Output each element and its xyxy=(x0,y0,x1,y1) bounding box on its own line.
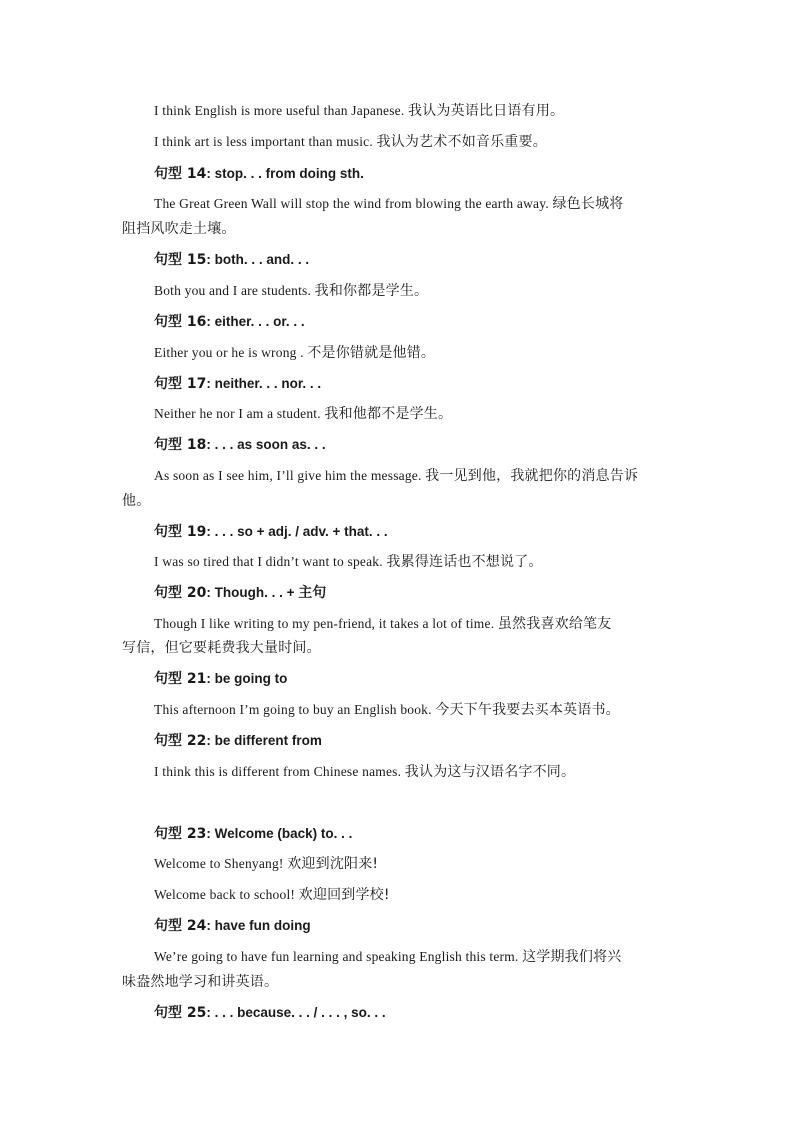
example-sentence: I was so tired that I didn’t want to speak. 我累得连话也不想说了。 xyxy=(154,554,543,570)
example-sentence: Neither he nor I am a student. 我和他都不是学生。 xyxy=(154,406,453,422)
example-sentence: Both you and I are students. 我和你都是学生。 xyxy=(154,283,429,299)
pattern-heading-22: 句型 22: be different from xyxy=(154,733,322,749)
example-sentence: Either you or he is wrong . 不是你错就是他错。 xyxy=(154,345,436,361)
example-sentence: As soon as I see him, I’ll give him the message. 我一见到他，我就把你的消息告诉 xyxy=(154,468,639,484)
example-sentence: I think this is different from Chinese names. 我认为这与汉语名字不同。 xyxy=(154,764,576,780)
pattern-heading-19: 句型 19: . . . so + adj. / adv. + that. . . xyxy=(154,524,388,540)
pattern-heading-18: 句型 18: . . . as soon as. . . xyxy=(154,437,326,453)
example-sentence-continued: 写信，但它要耗费我大量时间。 xyxy=(122,640,321,656)
example-sentence: This afternoon I’m going to buy an English book. 今天下午我要去买本英语书。 xyxy=(154,702,620,718)
pattern-heading-17: 句型 17: neither. . . nor. . . xyxy=(154,376,322,392)
example-sentence: The Great Green Wall will stop the wind from blowing the earth away. 绿色长城将 xyxy=(154,196,624,212)
pattern-heading-15: 句型 15: both. . . and. . . xyxy=(154,252,310,268)
pattern-heading-25: 句型 25: . . . because. . . / . . . , so. . . xyxy=(154,1005,386,1021)
example-sentence: I think English is more useful than Japanese. 我认为英语比日语有用。 xyxy=(154,103,565,119)
pattern-heading-21: 句型 21: be going to xyxy=(154,671,288,687)
example-sentence: Though I like writing to my pen-friend, it takes a lot of time. 虽然我喜欢给笔友 xyxy=(154,616,612,632)
example-sentence: We’re going to have fun learning and speaking English this term. 这学期我们将兴 xyxy=(154,949,622,965)
example-sentence-continued: 他。 xyxy=(122,493,151,509)
example-sentence-continued: 阻挡风吹走土壤。 xyxy=(122,221,236,237)
example-sentence: Welcome to Shenyang! 欢迎到沈阳来! xyxy=(154,856,379,872)
pattern-heading-16: 句型 16: either. . . or. . . xyxy=(154,314,305,330)
pattern-heading-14: 句型 14: stop. . . from doing sth. xyxy=(154,166,364,182)
example-sentence-continued: 味盎然地学习和讲英语。 xyxy=(122,974,279,990)
example-sentence: I think art is less important than music. 我认为艺术不如音乐重要。 xyxy=(154,134,547,150)
pattern-heading-20: 句型 20: Though. . . + 主句 xyxy=(154,585,327,601)
example-sentence: Welcome back to school! 欢迎回到学校! xyxy=(154,887,390,903)
pattern-heading-23: 句型 23: Welcome (back) to. . . xyxy=(154,826,353,842)
pattern-heading-24: 句型 24: have fun doing xyxy=(154,918,311,934)
